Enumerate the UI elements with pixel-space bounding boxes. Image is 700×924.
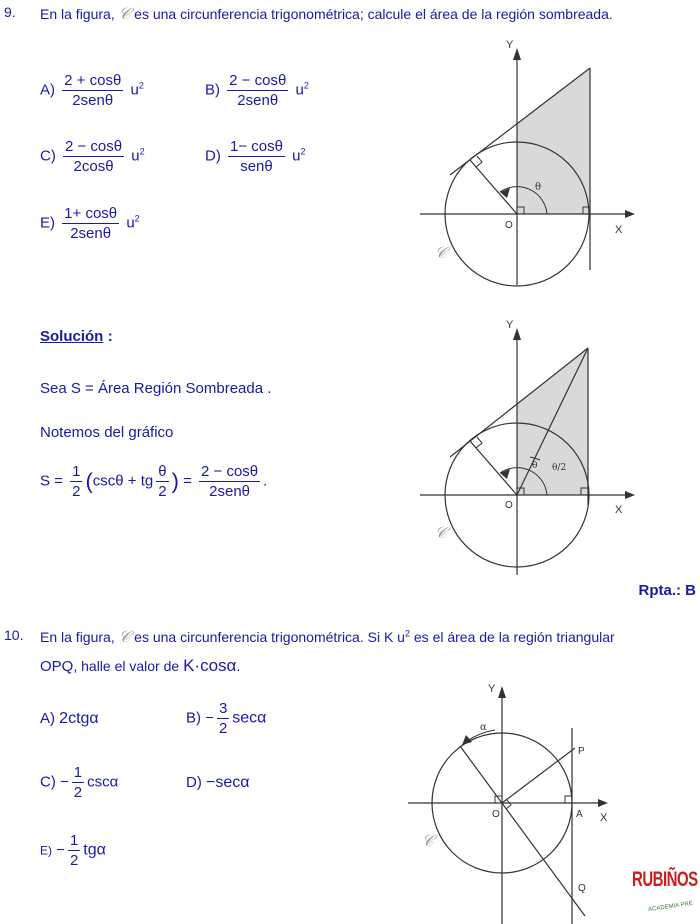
logo (632, 868, 700, 924)
solution-line-1: Sea S = Área Región Sombreada . (40, 380, 272, 397)
option-10-a: A) 2ctgα (40, 710, 99, 727)
option-10-d: D) −secα (186, 774, 250, 791)
option-10-c: C) − $\frac{1}{2}$ cscα (40, 764, 119, 801)
origin-label: O (505, 500, 513, 511)
x-arrow-icon (598, 799, 608, 807)
x-label: X (615, 504, 623, 516)
angle-label: θ (535, 182, 542, 193)
x-label: X (615, 224, 623, 236)
problem-9-statement: En la figura, 𝒞 es una circunferencia trigonométrica; calcule el área de la región sombreada. (40, 4, 613, 23)
alpha-label: α (480, 722, 487, 733)
origin-label: O (505, 220, 513, 231)
circle-label: 𝒞 (435, 243, 447, 262)
logo-text: RUBIÑOS (632, 868, 698, 892)
y-arrow-icon (513, 48, 521, 60)
shaded-region (517, 68, 590, 214)
circle-label: 𝒞 (422, 831, 434, 850)
x-label: X (600, 812, 608, 824)
point-a-label: A (576, 809, 583, 820)
option-9-d: D) $\frac{1- \cos\theta}{\text{senθ}}$ $u^2$ (205, 138, 306, 175)
solution-equation: S = $\frac{1}{2}$ (cscθ + tg $\frac{\theta}{2}$ ) = $\frac{2 - \cos\theta}{\text{2senθ}}$ . (40, 463, 268, 500)
y-label: Y (488, 683, 496, 695)
line-op (502, 748, 575, 803)
option-9-b: B) $\frac{2 - \cos\theta}{\text{2senθ}}$ $u^2$ (205, 72, 309, 109)
option-10-b: B) − $\frac{3}{2}$ secα (186, 700, 267, 737)
option-10-e: E) − $\frac{1}{2}$ tgα (40, 832, 106, 869)
logo-subtext: ACADEMIA PRE (647, 900, 694, 914)
option-9-e: E) $\frac{1+ \cos\theta}{\text{2senθ}}$ $u^2$ (40, 205, 140, 242)
option-9-c: C) $\frac{2 - \cos\theta}{2\cos\theta}$ $u^2$ (40, 138, 145, 175)
circle-label: 𝒞 (435, 523, 447, 542)
right-angle-mark (506, 800, 511, 809)
y-arrow-icon (513, 328, 521, 340)
figure-9 (400, 30, 640, 290)
x-arrow-icon (625, 491, 635, 499)
y-label: Y (506, 39, 514, 51)
problem-10-statement-line-2: OPQ, halle el valor de K·cosα. (40, 656, 241, 675)
right-angle-mark (476, 156, 482, 167)
angle-label: θ (532, 461, 538, 471)
problem-9-number: 9. (4, 4, 16, 20)
right-angle-mark (476, 437, 482, 448)
problem-10-statement: En la figura, 𝒞 es una circunferencia trigonométrica. Si K $u^2$ es el área de la región triangular (40, 627, 615, 646)
solution-line-2: Notemos del gráfico (40, 424, 174, 441)
figure-solution-9 (400, 310, 640, 580)
y-arrow-icon (498, 686, 506, 698)
right-angle-mark (565, 796, 572, 803)
point-q-label: Q (578, 883, 586, 894)
figure-10 (400, 678, 615, 924)
answer-9: Rpta.: B (638, 582, 696, 599)
origin-label: O (492, 809, 500, 820)
option-9-a: A) $\frac{2 + \cos\theta}{\text{2senθ}}$ $u^2$ (40, 72, 144, 109)
x-arrow-icon (625, 210, 635, 218)
point-p-label: P (578, 746, 585, 757)
solution-heading: Solución : (40, 328, 113, 345)
y-label: Y (506, 319, 514, 331)
circle-symbol: 𝒞 (118, 4, 131, 23)
half-angle-label: θ/2 (552, 463, 567, 473)
circle-symbol: 𝒞 (118, 627, 131, 646)
problem-10-number: 10. (4, 627, 24, 643)
